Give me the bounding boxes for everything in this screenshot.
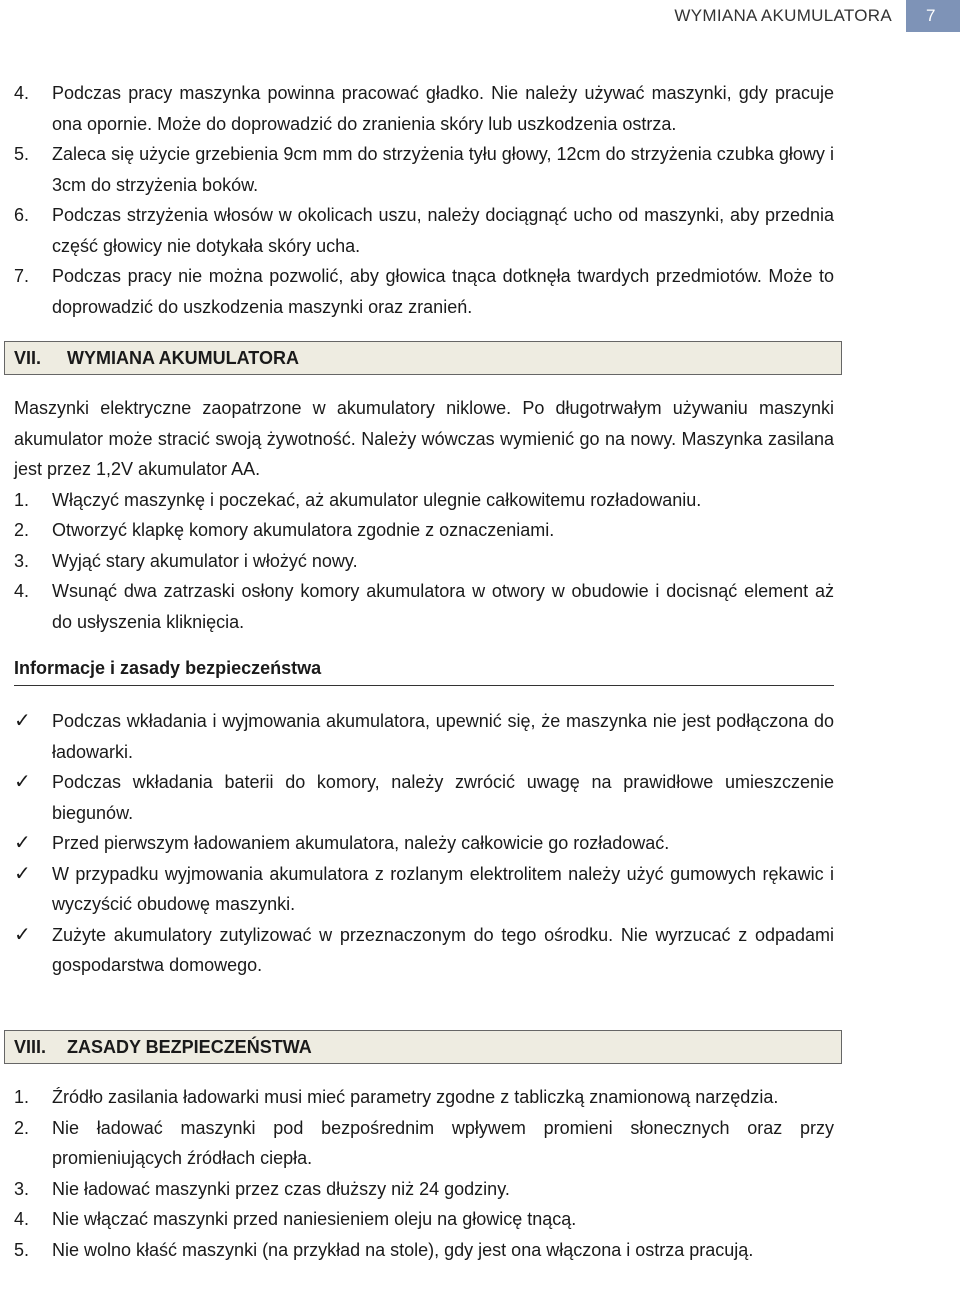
checklist-text: Przed pierwszym ładowaniem akumulatora, należy całkowicie go rozładować. — [52, 833, 670, 853]
rule-item — [14, 1235, 834, 1266]
safety-checklist — [14, 706, 834, 981]
list-item-text: Podczas strzyżenia włosów w okolicach uszu, należy dociągnąć ucho od maszynki, aby przednia część głowicy nie dotykała skóry ucha. — [52, 205, 834, 256]
checklist-item — [14, 828, 834, 859]
top-list — [14, 78, 834, 322]
checkmark-icon: ✓ — [14, 832, 31, 854]
step-text: Wsunąć dwa zatrzaski osłony komory akumulatora w otwory w obudowie i docisnąć element aż do usłyszenia kliknięcia. — [52, 581, 834, 632]
rule-number: 4. — [14, 1209, 30, 1229]
section-8-heading — [4, 1030, 842, 1064]
list-item — [14, 200, 834, 261]
checklist-item — [14, 920, 834, 981]
safety-info-heading: Informacje i zasady bezpieczeństwa — [14, 658, 834, 686]
step-item — [14, 485, 834, 516]
section-7-heading — [4, 341, 842, 375]
checkmark-icon: ✓ — [14, 771, 31, 793]
rule-number: 2. — [14, 1117, 30, 1138]
rule-text: Źródło zasilania ładowarki musi mieć parametry zgodne z tabliczką znamionową narzędzia. — [52, 1087, 779, 1107]
rule-item — [14, 1113, 834, 1174]
step-item — [14, 546, 834, 577]
list-item-number: 4. — [14, 83, 30, 103]
rule-item — [14, 1204, 834, 1235]
checkmark-icon: ✓ — [14, 710, 31, 732]
rule-number: 5. — [14, 1239, 30, 1260]
checklist-text: Zużyte akumulatory zutylizować w przeznaczonym do tego ośrodku. Nie wyrzucać z odpadami gospodarstwa domowego. — [52, 924, 834, 975]
list-item-number: 7. — [14, 266, 30, 286]
list-item-text: Zaleca się użycie grzebienia 9cm mm do strzyżenia tyłu głowy, 12cm do strzyżenia czubka głowy i 3cm do strzyżenia boków. — [52, 144, 834, 195]
section-8-title: ZASADY BEZPIECZEŃSTWA — [67, 1036, 312, 1057]
section-7-intro: Maszynki elektryczne zaopatrzone w akumulatory niklowe. Po długotrwałym używaniu maszynki akumulator może stracić swoją żywotność. Należy wówczas wymienić go na nowy. Maszynka zasilana jest przez 1,2V akumulator AA. — [14, 398, 834, 479]
step-number: 3. — [14, 550, 30, 571]
rule-text: Nie włączać maszynki przed naniesieniem oleju na głowicę tnącą. — [52, 1209, 577, 1229]
section-7-title: WYMIANA AKUMULATORA — [67, 347, 299, 368]
list-item — [14, 78, 834, 139]
rule-text: Nie ładować maszynki przez czas dłuższy niż 24 godziny. — [52, 1178, 510, 1199]
checkmark-icon: ✓ — [14, 862, 31, 885]
section-7-roman: VII. — [14, 347, 42, 368]
list-item-text: Podczas pracy nie można pozwolić, aby głowica tnąca dotknęła twardych przedmiotów. Może to doprowadzić do uszkodzenia maszynki oraz zranień. — [52, 266, 834, 317]
step-text: Wyjąć stary akumulator i włożyć nowy. — [52, 550, 358, 571]
list-item-number: 5. — [14, 144, 30, 164]
list-item — [14, 139, 834, 200]
checklist-text: W przypadku wyjmowania akumulatora z rozlanym elektrolitem należy użyć gumowych rękawic i wyczyścić obudowę maszynki. — [52, 863, 834, 914]
step-number: 2. — [14, 520, 30, 540]
page-header — [674, 0, 960, 32]
checklist-item — [14, 706, 834, 767]
step-text: Otworzyć klapkę komory akumulatora zgodnie z oznaczeniami. — [52, 520, 555, 540]
checkmark-icon: ✓ — [14, 923, 31, 946]
list-item-text: Podczas pracy maszynka powinna pracować gładko. Nie należy używać maszynki, gdy pracuje ona opornie. Może do doprowadzić do zranienia skóry lub uszkodzenia ostrza. — [52, 83, 834, 134]
step-text: Włączyć maszynkę i poczekać, aż akumulator ulegnie całkowitemu rozładowaniu. — [52, 489, 702, 510]
list-item — [14, 261, 834, 322]
section-8-list — [14, 1082, 834, 1265]
rule-text: Nie ładować maszynki pod bezpośrednim wpływem promieni słonecznych oraz przy promieniujących źródłach ciepła. — [52, 1117, 834, 1168]
rule-number: 3. — [14, 1178, 30, 1199]
list-item-number: 6. — [14, 205, 30, 225]
rule-text: Nie wolno kłaść maszynki (na przykład na stole), gdy jest ona włączona i ostrza pracują. — [52, 1239, 754, 1260]
section-8-roman: VIII. — [14, 1036, 47, 1057]
rule-item — [14, 1082, 834, 1113]
header-title: WYMIANA AKUMULATORA — [674, 6, 892, 25]
step-number: 1. — [14, 489, 30, 510]
section-7-body — [14, 393, 834, 637]
rule-item — [14, 1174, 834, 1205]
step-item — [14, 515, 834, 546]
checklist-item — [14, 859, 834, 920]
checklist-text: Podczas wkładania i wyjmowania akumulatora, upewnić się, że maszynka nie jest podłączona do ładowarki. — [52, 711, 834, 762]
step-item — [14, 576, 834, 637]
checklist-text: Podczas wkładania baterii do komory, należy zwrócić uwagę na prawidłowe umieszczenie biegunów. — [52, 772, 834, 823]
checklist-item — [14, 767, 834, 828]
page-number: 7 — [906, 0, 960, 32]
step-number: 4. — [14, 581, 30, 601]
rule-number: 1. — [14, 1087, 30, 1107]
